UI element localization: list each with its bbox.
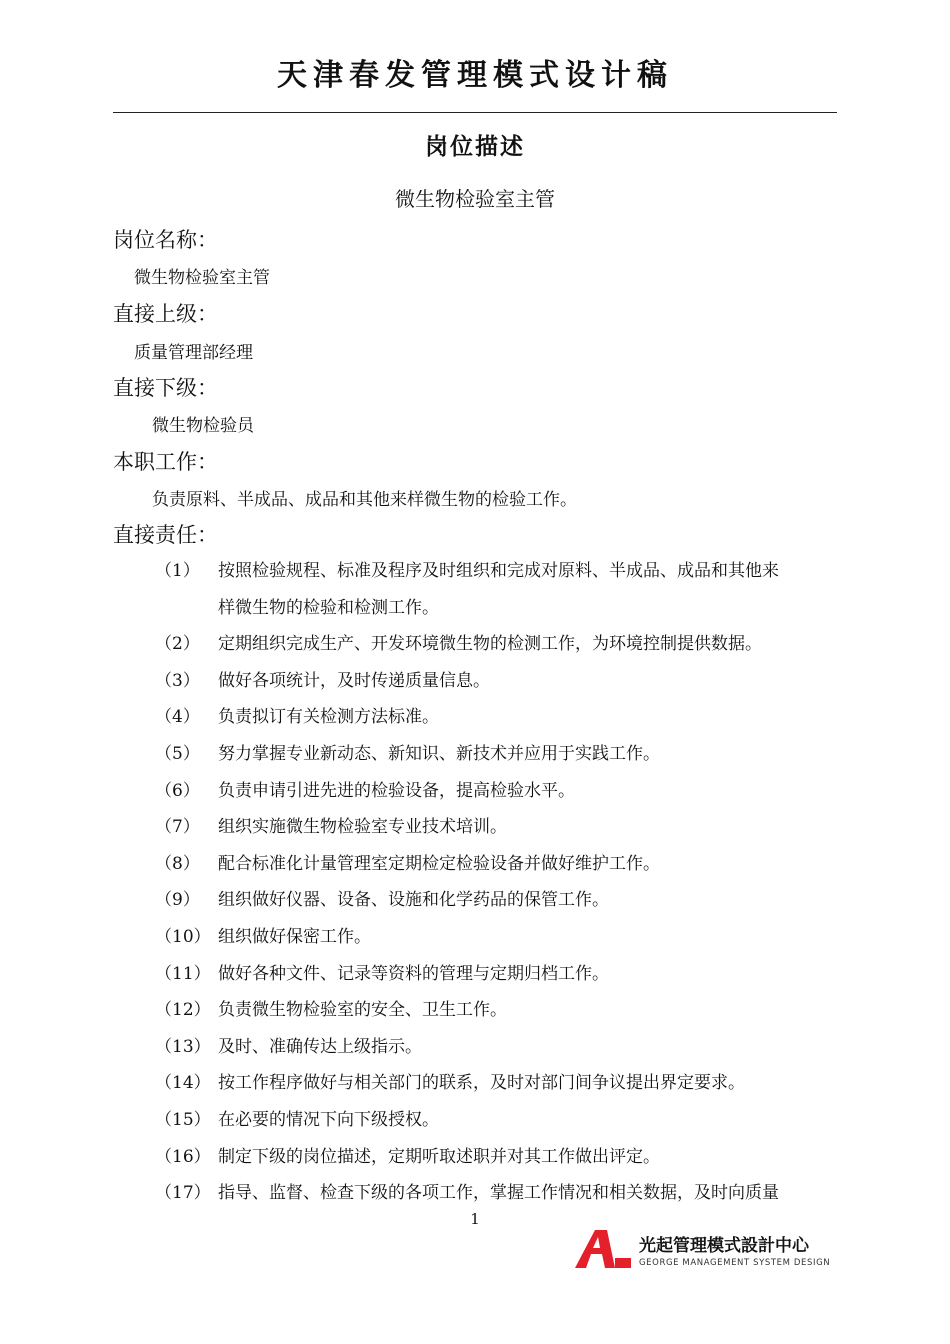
list-item-number: （9）: [155, 890, 200, 911]
list-item-text: 组织做好保密工作。: [218, 926, 371, 947]
list-item-text: 及时、准确传达上级指示。: [218, 1036, 422, 1057]
direct-subordinate-heading: 直接下级：: [113, 376, 218, 400]
list-item-number: （16）: [155, 1146, 211, 1167]
position-name-heading: 岗位名称：: [113, 228, 218, 252]
list-item: [155, 846, 845, 883]
list-item: [155, 553, 845, 626]
red-letter-a-logo-icon: [575, 1228, 631, 1268]
list-item-text: [218, 553, 845, 626]
list-item-number: （1）: [155, 561, 200, 581]
list-item-text: 负责微生物检验室的安全、卫生工作。: [218, 1000, 507, 1021]
list-item-text: 在必要的情况下向下级授权。: [218, 1109, 439, 1130]
page-subtitle: 微生物检验室主管: [395, 187, 555, 211]
list-item-line: 样微生物的检验和检测工作。: [218, 597, 439, 618]
direct-superior-heading: 直接上级：: [113, 302, 218, 326]
list-item: [155, 663, 845, 700]
list-item: [155, 919, 845, 956]
document-header: 天津春发管理模式设计稿: [277, 58, 673, 93]
list-item-text: 制定下级的岗位描述，定期听取述职并对其工作做出评定。: [218, 1146, 660, 1167]
logo-chinese-text: 光起管理模式設計中心: [639, 1236, 809, 1256]
list-item: [155, 992, 845, 1029]
page-number: 1: [470, 1210, 480, 1228]
list-item-number: （6）: [155, 780, 200, 801]
direct-subordinate-value: 微生物检验员: [152, 416, 254, 436]
duty-heading: 本职工作：: [113, 450, 218, 474]
list-item-text: 做好各种文件、记录等资料的管理与定期归档工作。: [218, 963, 609, 984]
footer-logo: [575, 1228, 845, 1272]
list-item: [155, 1029, 845, 1066]
list-item-number: （15）: [155, 1109, 211, 1130]
list-item-number: （17）: [155, 1183, 211, 1204]
list-item-number: （4）: [155, 707, 200, 728]
list-item: [155, 773, 845, 810]
list-item-text: 做好各项统计，及时传递质量信息。: [218, 670, 490, 691]
list-item-text: 组织实施微生物检验室专业技术培训。: [218, 817, 507, 838]
list-item-text: 指导、监督、检查下级的各项工作，掌握工作情况和相关数据，及时向质量: [218, 1183, 779, 1204]
list-item-text: 负责申请引进先进的检验设备，提高检验水平。: [218, 780, 575, 801]
list-item: [155, 1065, 845, 1102]
list-item-number: （14）: [155, 1073, 211, 1094]
list-item: [155, 882, 845, 919]
list-item-number: （5）: [155, 743, 200, 764]
duty-value: 负责原料、半成品、成品和其他来样微生物的检验工作。: [152, 490, 577, 510]
list-item-number: （7）: [155, 817, 200, 838]
list-item: [155, 1139, 845, 1176]
list-item-text: 定期组织完成生产、开发环境微生物的检测工作，为环境控制提供数据。: [218, 634, 762, 655]
list-item-number: （13）: [155, 1036, 211, 1057]
list-item-text: 负责拟订有关检测方法标准。: [218, 707, 439, 728]
list-item-number: （3）: [155, 670, 200, 691]
header-divider: [113, 112, 837, 113]
page-title: 岗位描述: [425, 134, 525, 160]
list-item-number: （11）: [155, 963, 211, 984]
list-item-text: 努力掌握专业新动态、新知识、新技术并应用于实践工作。: [218, 743, 660, 764]
list-item-number: （8）: [155, 853, 200, 874]
list-item-number: （2）: [155, 634, 200, 655]
list-item-text: 按工作程序做好与相关部门的联系，及时对部门间争议提出界定要求。: [218, 1073, 745, 1094]
list-item: [155, 809, 845, 846]
responsibilities-heading: 直接责任：: [113, 523, 218, 547]
list-item: [155, 699, 845, 736]
responsibilities-list: [155, 553, 845, 1212]
list-item-number: （12）: [155, 1000, 211, 1021]
list-item-number: （10）: [155, 926, 211, 947]
list-item: [155, 956, 845, 993]
list-item: [155, 1175, 845, 1212]
list-item-text: 配合标准化计量管理室定期检定检验设备并做好维护工作。: [218, 853, 660, 874]
direct-superior-value: 质量管理部经理: [134, 343, 253, 363]
list-item: [155, 1102, 845, 1139]
logo-english-text: GEORGE MANAGEMENT SYSTEM DESIGN: [639, 1258, 831, 1268]
list-item: [155, 736, 845, 773]
list-item-text: 组织做好仪器、设备、设施和化学药品的保管工作。: [218, 890, 609, 911]
list-item-line: 按照检验规程、标准及程序及时组织和完成对原料、半成品、成品和其他来: [218, 561, 779, 581]
position-name-value: 微生物检验室主管: [134, 268, 270, 288]
list-item: [155, 626, 845, 663]
